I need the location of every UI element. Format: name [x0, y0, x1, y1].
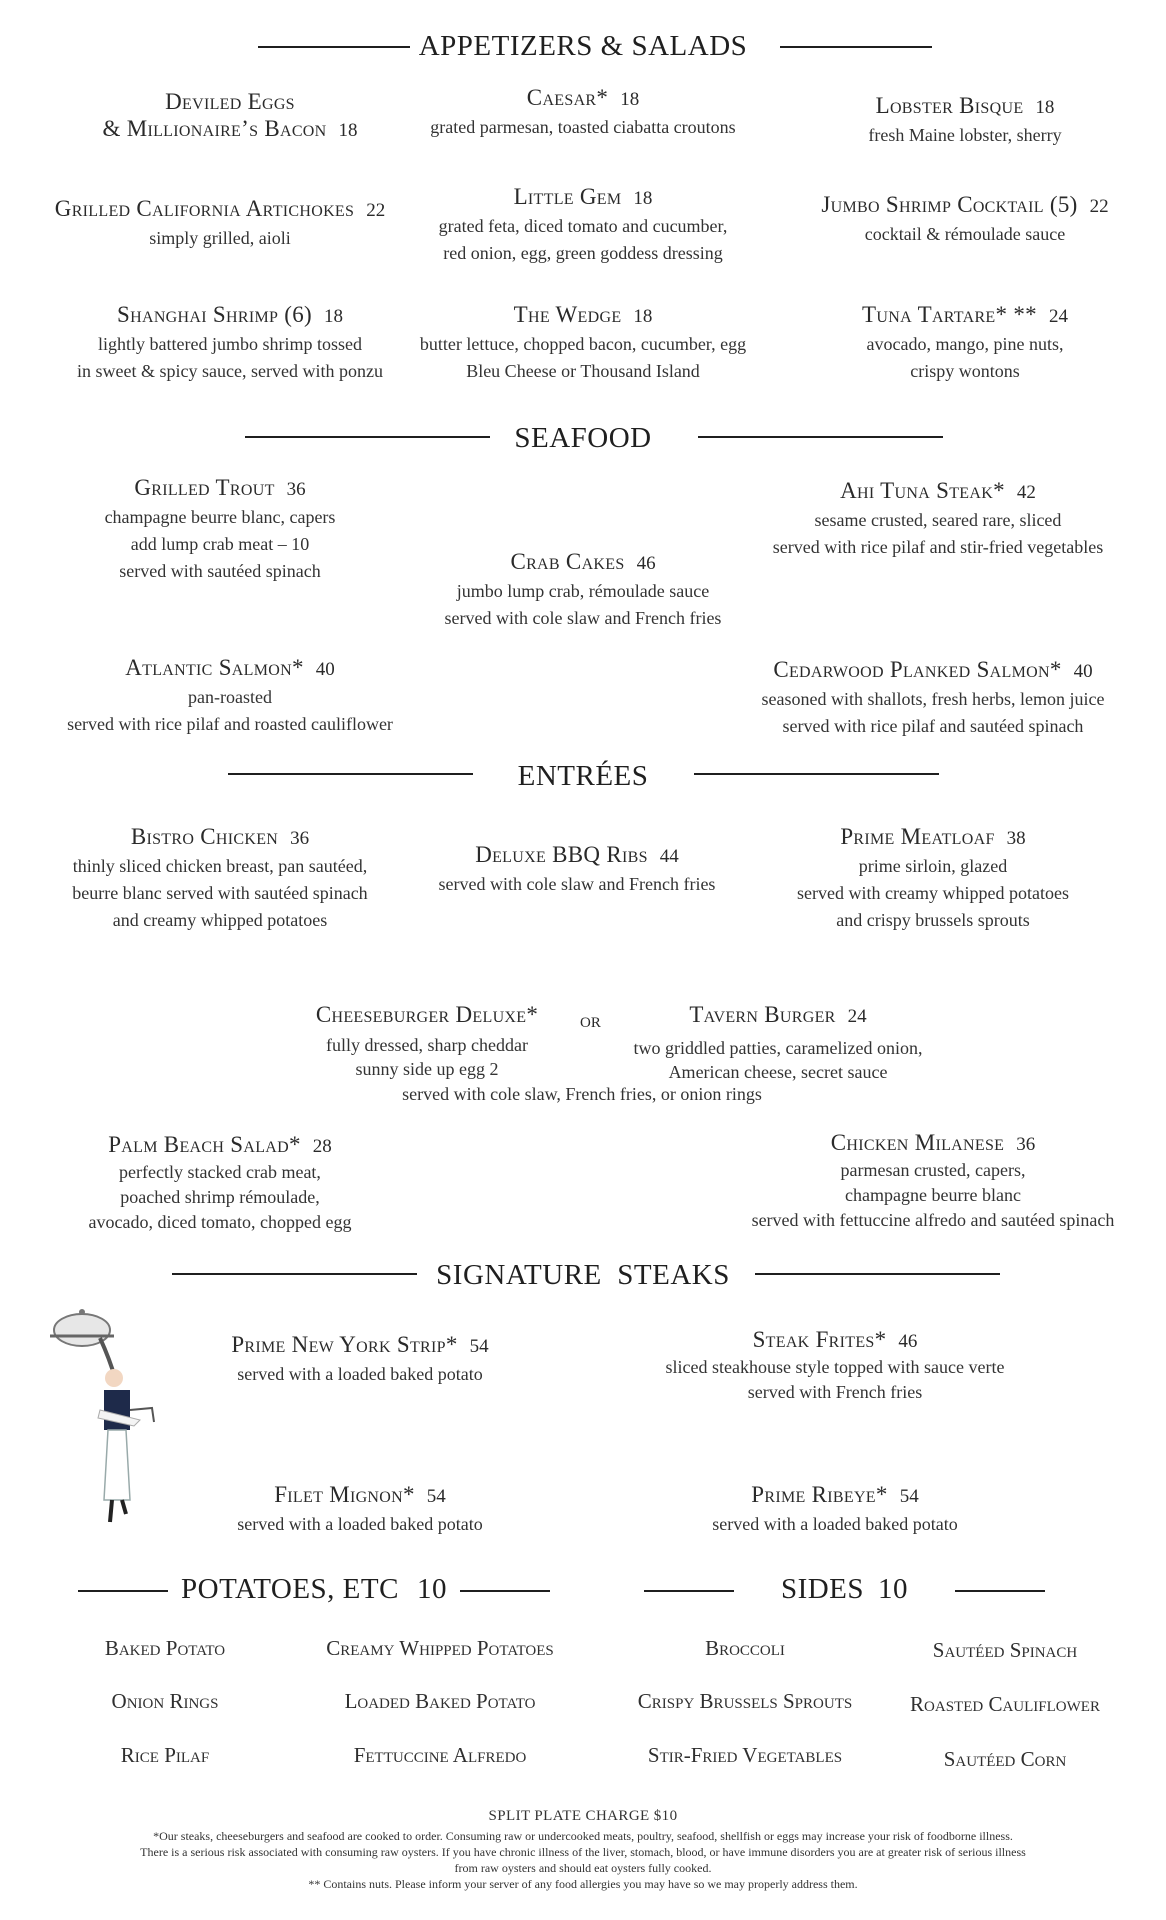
- section-heading-sides: SIDES 10: [780, 1573, 909, 1605]
- side-item: Stir-Fried Vegetables: [647, 1743, 843, 1767]
- menu-item: Filet Mignon* 54 served with a loaded baked potato: [237, 1482, 483, 1534]
- menu-item: Deviled Eggs & Millionaire’s Bacon 18: [102, 89, 358, 141]
- section-rule: [78, 1590, 168, 1592]
- section-heading-steaks: SIGNATURE STEAKS: [436, 1259, 730, 1291]
- potato-item: Fettuccine Alfredo: [353, 1743, 527, 1767]
- menu-item: Grilled California Artichokes 22 simply grilled, aioli: [54, 196, 386, 248]
- section-rule: [955, 1590, 1045, 1592]
- disclaimer-line: from raw oysters and should eat oysters fully cooked.: [454, 1861, 712, 1875]
- menu-item: Prime Meatloaf 38 prime sirloin, glazed served with creamy whipped potatoes and crispy brussels sprouts: [797, 824, 1069, 930]
- split-plate-charge: SPLIT PLATE CHARGE $10: [488, 1808, 678, 1824]
- side-item: Roasted Cauliflower: [910, 1692, 1100, 1716]
- section-heading-appetizers: APPETIZERS & SALADS: [418, 30, 748, 62]
- section-heading-seafood: SEAFOOD: [514, 422, 652, 454]
- menu-item: Prime Ribeye* 54 served with a loaded baked potato: [712, 1482, 958, 1534]
- side-item: Crispy Brussels Sprouts: [637, 1689, 853, 1713]
- potato-item: Loaded Baked Potato: [344, 1689, 536, 1713]
- disclaimer-line: ** Contains nuts. Please inform your server of any food allergies you may have so we may properly address them.: [308, 1877, 858, 1891]
- side-item: Broccoli: [705, 1636, 785, 1660]
- disclaimer-line: There is a serious risk associated with consuming raw oysters. If you have chronic illness of the liver, stomach, blood, or have immune disorders you are at greater risk of serious illness: [140, 1845, 1026, 1859]
- menu-item: Tavern Burger 24 two griddled patties, caramelized onion, American cheese, secret sauce: [633, 1002, 923, 1082]
- menu-item: Little Gem 18 grated feta, diced tomato and cucumber, red onion, egg, green goddess dressing: [438, 184, 728, 263]
- waiter-with-cloche-icon: [30, 1300, 170, 1530]
- menu-item: Palm Beach Salad* 28 perfectly stacked crab meat, poached shrimp rémoulade, avocado, diced tomato, chopped egg: [88, 1132, 352, 1232]
- menu-item: Steak Frites* 46 sliced steakhouse style topped with sauce verte served with French fries: [665, 1327, 1005, 1402]
- burger-sides-note: served with cole slaw, French fries, or onion rings: [402, 1084, 762, 1104]
- section-rule: [460, 1590, 550, 1592]
- section-heading-entrees: ENTRÉES: [517, 760, 649, 792]
- potato-item: Onion Rings: [111, 1689, 219, 1713]
- menu-item: Atlantic Salmon* 40 pan-roasted served with rice pilaf and roasted cauliflower: [67, 655, 393, 734]
- potato-item: Baked Potato: [104, 1636, 226, 1660]
- menu-item: Bistro Chicken 36 thinly sliced chicken breast, pan sautéed, beurre blanc served with sautéed spinach and creamy whipped potatoes: [72, 824, 368, 930]
- section-rule: [644, 1590, 734, 1592]
- menu-item: The Wedge 18 butter lettuce, chopped bacon, cucumber, egg Bleu Cheese or Thousand Island: [419, 302, 747, 381]
- side-item: Sautéed Corn: [943, 1747, 1067, 1771]
- potato-item: Rice Pilaf: [120, 1743, 210, 1767]
- menu-item: Shanghai Shrimp (6) 18 lightly battered jumbo shrimp tossed in sweet & spicy sauce, served with ponzu: [77, 302, 383, 381]
- side-item: Sautéed Spinach: [932, 1638, 1078, 1662]
- menu-item: Jumbo Shrimp Cocktail (5) 22 cocktail & rémoulade sauce: [821, 192, 1109, 244]
- menu-item: Caesar* 18 grated parmesan, toasted ciabatta croutons: [430, 85, 736, 137]
- menu-item: Lobster Bisque 18 fresh Maine lobster, sherry: [868, 93, 1062, 145]
- menu-item: Deluxe BBQ Ribs 44 served with cole slaw and French fries: [438, 842, 716, 894]
- potato-item: Creamy Whipped Potatoes: [326, 1636, 554, 1660]
- menu-item: Grilled Trout 36 champagne beurre blanc, capers add lump crab meat – 10 served with sautéed spinach: [104, 475, 336, 581]
- menu-item: Crab Cakes 46 jumbo lump crab, rémoulade sauce served with cole slaw and French fries: [444, 549, 722, 628]
- menu-footer: [60, 1808, 1106, 1892]
- menu-item: Tuna Tartare* ** 24 avocado, mango, pine nuts, crispy wontons: [862, 302, 1068, 381]
- or-divider: or: [580, 1008, 601, 1032]
- menu-item: Chicken Milanese 36 parmesan crusted, capers, champagne beurre blanc served with fettuccine alfredo and sautéed spinach: [751, 1130, 1115, 1230]
- menu-item: Prime New York Strip* 54 served with a loaded baked potato: [231, 1332, 489, 1384]
- menu-item: Cedarwood Planked Salmon* 40 seasoned with shallots, fresh herbs, lemon juice served with rice pilaf and sautéed spinach: [761, 657, 1105, 736]
- menu-item: Ahi Tuna Steak* 42 sesame crusted, seared rare, sliced served with rice pilaf and stir-fried vegetables: [772, 478, 1104, 557]
- menu-item: Cheeseburger Deluxe* fully dressed, sharp cheddar sunny side up egg 2: [315, 1002, 539, 1079]
- disclaimer-line: *Our steaks, cheeseburgers and seafood are cooked to order. Consuming raw or undercooked meats, poultry, seafood, shellfish or eggs may increase your risk of foodborne illness.: [153, 1829, 1013, 1843]
- section-heading-potatoes: POTATOES, ETC 10: [181, 1573, 447, 1605]
